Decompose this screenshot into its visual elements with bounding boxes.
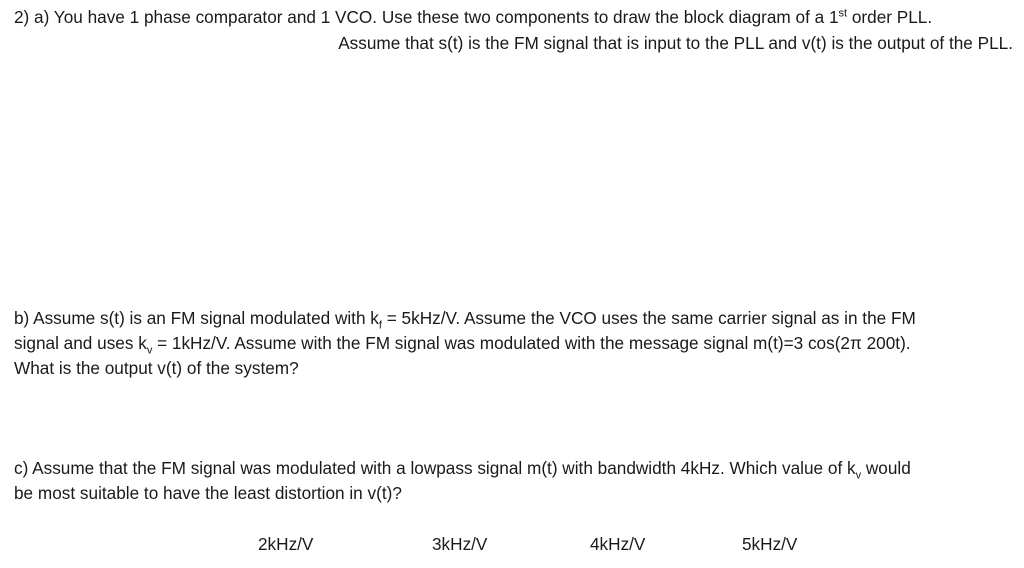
answer-option-2khz: 2kHz/V	[258, 534, 314, 554]
question-b-line-2-text: signal and uses k	[14, 333, 147, 353]
question-a-line-1-text: 2) a) You have 1 phase comparator and 1 VCO. Use these two components to draw the block diagram of a 1	[14, 7, 839, 27]
kv-subscript: v	[855, 469, 862, 482]
question-b-line-1-text: b) Assume s(t) is an FM signal modulated with k	[14, 308, 379, 328]
kv-subscript: v	[146, 344, 153, 357]
question-b-line-2-end: = 1kHz/V. Assume with the FM signal was modulated with the message signal m(t)=3 cos(2π 200t).	[152, 333, 911, 353]
question-c-line-2: be most suitable to have the least distortion in v(t)?	[14, 483, 402, 503]
kf-subscript: f	[378, 319, 382, 332]
question-a-line-1-end: order PLL.	[847, 7, 933, 27]
question-c-line-1-text: c) Assume that the FM signal was modulated with a lowpass signal m(t) with bandwidth 4kHz. Which value of k	[14, 458, 856, 478]
question-b-line-1-end: = 5kHz/V. Assume the VCO uses the same carrier signal as in the FM	[381, 308, 916, 328]
question-c-line-1-end: would	[861, 458, 911, 478]
ordinal-suffix: st	[838, 7, 848, 20]
question-b-line-3: What is the output v(t) of the system?	[14, 358, 299, 378]
question-b-line-2	[14, 331, 911, 355]
question-a-line-2: Assume that s(t) is the FM signal that is input to the PLL and v(t) is the output of the PLL.	[338, 33, 1013, 53]
answer-option-4khz: 4kHz/V	[590, 534, 646, 554]
answer-option-3khz: 3kHz/V	[432, 534, 488, 554]
question-c-line-1	[14, 456, 911, 480]
question-b-line-1	[14, 306, 916, 330]
answer-option-5khz: 5kHz/V	[742, 534, 798, 554]
question-a-line-1	[14, 5, 932, 29]
